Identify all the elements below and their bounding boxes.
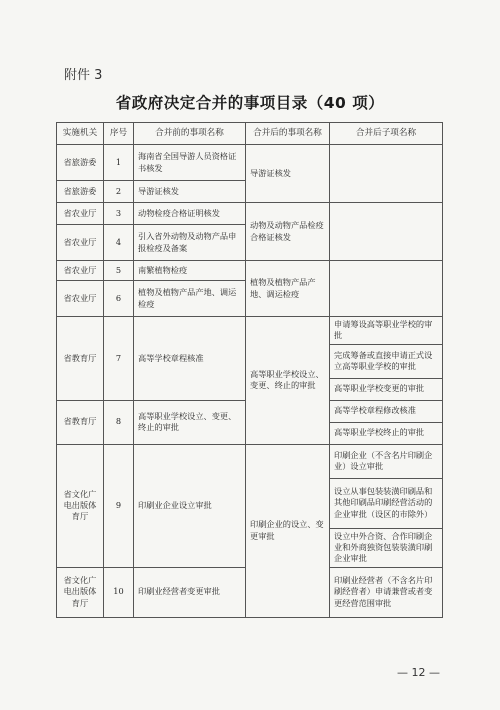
before-cell: 动物检疫合格证明核发	[134, 203, 246, 225]
header-agency: 实施机关	[57, 123, 104, 145]
sub-cell: 高等学校章程修改核准	[330, 400, 443, 422]
sub-cell: 设立中外合资、合作印刷企业和外商独资包装装潢印刷企业审批	[330, 528, 443, 567]
sub-cell: 高等职业学校终止的审批	[330, 422, 443, 444]
sub-cell: 完成筹备或直接申请正式设立高等职业学校的审批	[330, 344, 443, 378]
sub-cell: 印刷企业（不含名片印刷企业）设立审批	[330, 444, 443, 478]
num-cell: 7	[104, 317, 134, 401]
merged-cell: 高等职业学校设立、变更、终止的审批	[246, 317, 330, 445]
table-row	[57, 444, 443, 478]
agency-cell: 省文化广电出版体育厅	[57, 567, 104, 617]
table-row	[57, 203, 443, 225]
header-num: 序号	[104, 123, 134, 145]
agency-cell: 省农业厅	[57, 203, 104, 225]
table-row	[57, 261, 443, 281]
num-cell: 1	[104, 145, 134, 181]
before-cell: 印刷业经营者变更审批	[134, 567, 246, 617]
merged-cell: 动物及动物产品检疫合格证核发	[246, 203, 330, 261]
before-cell: 导游证核发	[134, 181, 246, 203]
sub-cell-empty	[330, 145, 443, 203]
before-cell: 海南省全国导游人员资格证书核发	[134, 145, 246, 181]
agency-cell: 省农业厅	[57, 281, 104, 317]
header-after: 合并后的事项名称	[246, 123, 330, 145]
num-cell: 5	[104, 261, 134, 281]
sub-cell-empty	[330, 203, 443, 261]
table-row	[57, 145, 443, 181]
num-cell: 10	[104, 567, 134, 617]
header-before: 合并前的事项名称	[134, 123, 246, 145]
merged-cell: 植物及植物产品产地、调运检疫	[246, 261, 330, 317]
num-cell: 2	[104, 181, 134, 203]
sub-cell-empty	[330, 261, 443, 317]
merged-cell: 印刷企业的设立、变更审批	[246, 444, 330, 617]
agency-cell: 省教育厅	[57, 400, 104, 444]
before-cell: 高等学校章程核准	[134, 317, 246, 401]
num-cell: 3	[104, 203, 134, 225]
before-cell: 引入省外动物及动物产品申报检疫及备案	[134, 225, 246, 261]
before-cell: 印刷业企业设立审批	[134, 444, 246, 567]
sub-cell: 高等职业学校变更的审批	[330, 378, 443, 400]
before-cell: 高等职业学校设立、变更、终止的审批	[134, 400, 246, 444]
header-sub: 合并后子项名称	[330, 123, 443, 145]
agency-cell: 省文化广电出版体育厅	[57, 444, 104, 567]
sub-cell: 申请筹设高等职业学校的审批	[330, 317, 443, 345]
num-cell: 4	[104, 225, 134, 261]
page-title: 省政府决定合并的事项目录（40 项）	[115, 94, 385, 112]
items-table	[56, 122, 443, 618]
num-cell: 8	[104, 400, 134, 444]
page-number: — 12 —	[397, 666, 440, 679]
before-cell: 植物及植物产品产地、调运检疫	[134, 281, 246, 317]
table-header-row	[57, 123, 443, 145]
num-cell: 9	[104, 444, 134, 567]
table-row	[57, 317, 443, 345]
sub-cell: 印刷业经营者（不含名片印刷经营者）申请兼营或者变更经营范围审批	[330, 567, 443, 617]
agency-cell: 省农业厅	[57, 261, 104, 281]
agency-cell: 省农业厅	[57, 225, 104, 261]
agency-cell: 省旅游委	[57, 145, 104, 181]
agency-cell: 省旅游委	[57, 181, 104, 203]
num-cell: 6	[104, 281, 134, 317]
agency-cell: 省教育厅	[57, 317, 104, 401]
merged-cell: 导游证核发	[246, 145, 330, 203]
before-cell: 南繁植物检疫	[134, 261, 246, 281]
sub-cell: 设立从事包装装潢印刷品和其他印刷品印刷经营活动的企业审批（设区的市除外）	[330, 478, 443, 528]
attachment-label: 附件 3	[64, 68, 103, 83]
